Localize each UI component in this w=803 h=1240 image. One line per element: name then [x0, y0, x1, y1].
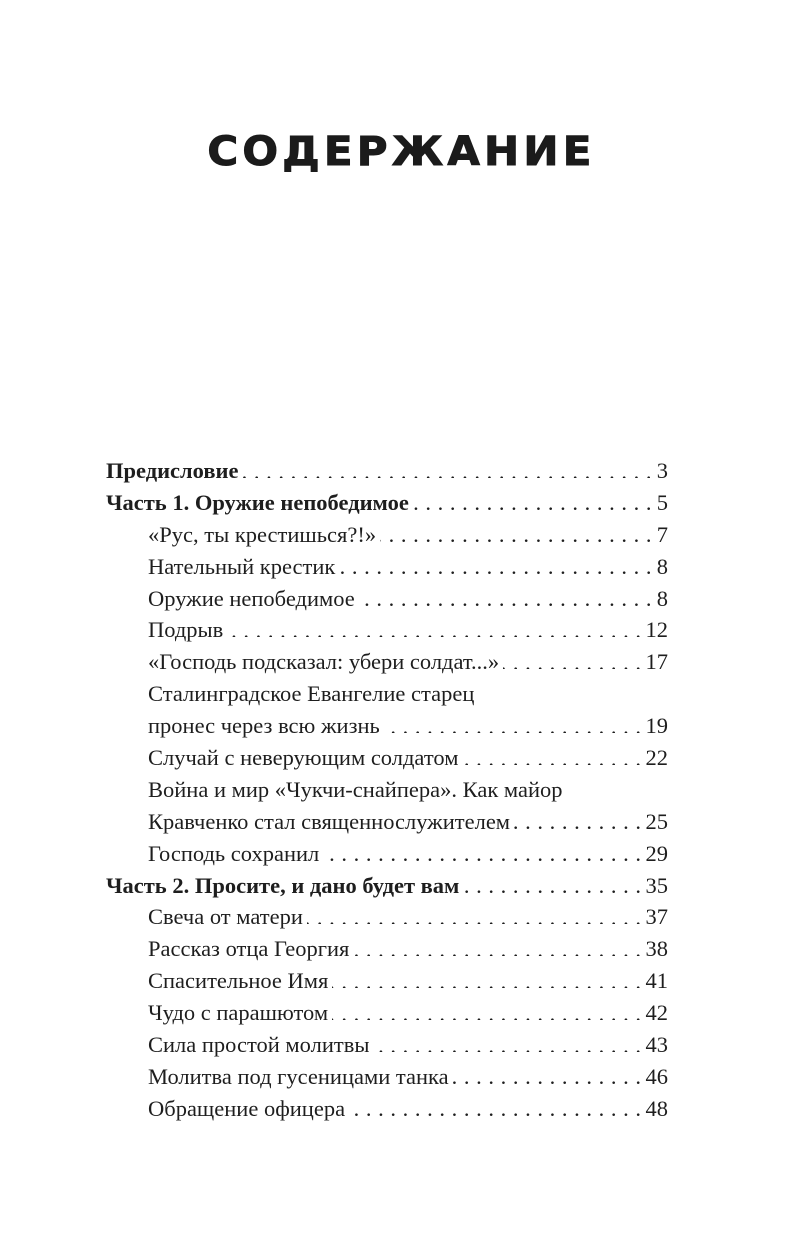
dot-leader — [353, 934, 641, 957]
dot-leader — [332, 998, 641, 1021]
toc-page-number: 43 — [645, 1032, 668, 1058]
toc-page-number: 25 — [645, 808, 668, 834]
toc-entry-label: Случай с неверующим солдатом — [148, 745, 459, 771]
toc-entry-line-1[interactable] — [106, 774, 668, 806]
dot-leader — [503, 647, 641, 670]
toc-entry[interactable] — [106, 901, 668, 933]
toc-entry[interactable] — [106, 933, 668, 965]
toc-entry-label: Господь сохранил — [148, 840, 320, 866]
dot-leader — [384, 711, 642, 734]
dot-leader — [453, 1061, 642, 1084]
toc-entry[interactable] — [106, 614, 668, 646]
toc-entry-label: «Господь подсказал: убери солдат...» — [148, 649, 500, 675]
toc-entry[interactable] — [106, 965, 668, 997]
toc-page-number: 12 — [645, 617, 668, 643]
toc-entry-label: Война и мир «Чукчи-снайпера». Как майор — [148, 776, 563, 802]
toc-page-number: 8 — [656, 553, 668, 579]
toc-page-number: 8 — [656, 585, 668, 611]
table-of-contents — [106, 455, 668, 1125]
dot-leader — [227, 615, 641, 638]
toc-page-number: 5 — [656, 489, 668, 515]
toc-entry-label: Обращение офицера — [148, 1095, 346, 1121]
toc-page-number: 38 — [645, 936, 668, 962]
dot-leader — [413, 487, 652, 510]
dot-leader — [332, 966, 641, 989]
toc-page-number: 29 — [645, 840, 668, 866]
toc-page-number: 19 — [645, 713, 668, 739]
dot-leader — [242, 456, 652, 479]
toc-page-number: 37 — [645, 904, 668, 930]
toc-entry[interactable] — [106, 519, 668, 551]
toc-entry-label: Оружие непобедимое — [148, 585, 355, 611]
toc-entry-line-2[interactable] — [106, 806, 668, 838]
toc-entry[interactable] — [106, 583, 668, 615]
toc-entry-label: Часть 2. Просите, и дано будет вам — [106, 872, 460, 898]
dot-leader — [380, 519, 652, 542]
toc-entry[interactable] — [106, 1029, 668, 1061]
dot-leader — [514, 806, 641, 829]
toc-entry[interactable] — [106, 997, 668, 1029]
toc-entry-label: Молитва под гусеницами танка — [148, 1063, 449, 1089]
dot-leader — [373, 1030, 641, 1053]
dot-leader — [323, 838, 641, 861]
dot-leader — [463, 870, 641, 893]
toc-entry-label: «Рус, ты крестишься?!» — [148, 521, 377, 547]
toc-entry-label: Кравченко стал священнослужителем — [148, 808, 511, 834]
toc-page-number: 7 — [656, 521, 668, 547]
toc-entry-label: Чудо с парашютом — [148, 1000, 329, 1026]
toc-page-number: 35 — [645, 872, 668, 898]
toc-entry-label: Часть 1. Оружие непобедимое — [106, 489, 409, 515]
toc-entry[interactable] — [106, 646, 668, 678]
toc-page-number: 3 — [656, 458, 668, 483]
toc-entry-label: Рассказ отца Георгия — [148, 936, 350, 962]
toc-page-number: 42 — [645, 1000, 668, 1026]
toc-entry-line-1[interactable] — [106, 678, 668, 710]
toc-page-number: 48 — [645, 1095, 668, 1121]
toc-entry-label: Свеча от матери — [148, 904, 303, 930]
toc-entry[interactable] — [106, 742, 668, 774]
toc-entry-label: пронес через всю жизнь — [148, 713, 380, 739]
toc-page-number: 22 — [645, 745, 668, 771]
toc-entry-label: Предисловие — [106, 458, 239, 483]
toc-entry-label: Подрыв — [148, 617, 224, 643]
toc-entry-preface[interactable] — [106, 455, 668, 487]
toc-entry-label: Сила простой молитвы — [148, 1032, 370, 1058]
toc-page-number: 41 — [645, 968, 668, 994]
dot-leader — [339, 551, 652, 574]
toc-entry[interactable] — [106, 551, 668, 583]
toc-entry-label: Сталинградское Евангелие старец — [148, 681, 475, 707]
toc-entry-line-2[interactable] — [106, 710, 668, 742]
toc-entry-part-2[interactable] — [106, 870, 668, 902]
page-title: СОДЕРЖАНИЕ — [207, 129, 596, 175]
toc-entry-part-1[interactable] — [106, 487, 668, 519]
dot-leader — [462, 743, 641, 766]
toc-entry[interactable] — [106, 1061, 668, 1093]
toc-entry[interactable] — [106, 838, 668, 870]
toc-entry[interactable] — [106, 1093, 668, 1125]
toc-page-number: 46 — [645, 1063, 668, 1089]
toc-entry-label: Спасительное Имя — [148, 968, 329, 994]
toc-entry-label: Нательный крестик — [148, 553, 336, 579]
toc-page-number: 17 — [645, 649, 668, 675]
dot-leader — [307, 902, 642, 925]
dot-leader — [359, 583, 652, 606]
dot-leader — [349, 1093, 641, 1116]
